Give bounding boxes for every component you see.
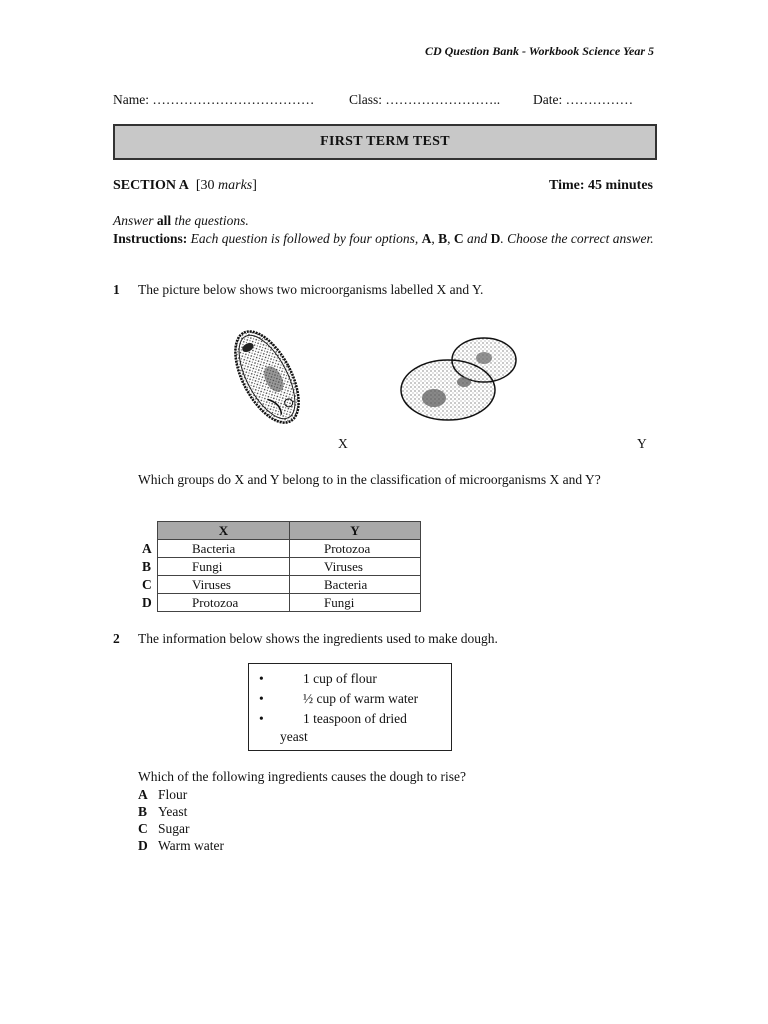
- ingredient-text: 1 teaspoon of dried: [303, 711, 407, 726]
- table-row[interactable]: [158, 540, 421, 558]
- option-text: Flour: [158, 787, 188, 802]
- table-cell-x: Bacteria: [158, 540, 290, 558]
- marks-word: marks: [218, 178, 253, 193]
- option-label: B: [138, 804, 148, 819]
- row-label-b[interactable]: B: [142, 559, 152, 574]
- answer-bold: all: [156, 213, 172, 228]
- label-y: Y: [637, 436, 647, 451]
- ingredients-box: [248, 663, 452, 751]
- option-text: Warm water: [158, 838, 225, 853]
- answer-options-table: [157, 521, 421, 612]
- instructions-block: [113, 212, 654, 247]
- table-row[interactable]: [158, 558, 421, 576]
- row-label-d[interactable]: D: [142, 595, 152, 610]
- question-2-number: 2: [113, 631, 120, 646]
- table-cell-y: Fungi: [290, 594, 421, 612]
- bullet-icon: •: [259, 671, 264, 686]
- instructions-text-1: Each question is followed by four options,: [187, 230, 422, 246]
- microorganism-x-image: [222, 322, 312, 432]
- table-header-y: Y: [290, 522, 421, 540]
- bullet-icon: •: [259, 711, 264, 726]
- question-1-number: 1: [113, 282, 120, 297]
- answer-all-line: [113, 212, 654, 230]
- ingredient-text: 1 cup of flour: [303, 671, 377, 686]
- date-field[interactable]: Date: ……………: [533, 92, 634, 107]
- answer-post: the questions.: [171, 213, 249, 228]
- name-field[interactable]: Name: ………………………………: [113, 92, 315, 107]
- marks-close: ]: [252, 178, 257, 193]
- option-label: D: [138, 838, 148, 853]
- option-b[interactable]: [138, 804, 187, 820]
- instr-and: and: [463, 230, 491, 246]
- bullet-icon: •: [259, 691, 264, 706]
- list-item-continuation: yeast: [280, 729, 308, 744]
- microorganism-y-image: [398, 334, 520, 424]
- option-label: C: [138, 821, 148, 836]
- table-cell-x: Viruses: [158, 576, 290, 594]
- answer-pre: Answer: [113, 213, 157, 228]
- table-header-row: [158, 522, 421, 540]
- table-cell-y: Viruses: [290, 558, 421, 576]
- question-1-text: The picture below shows two microorganisms labelled X and Y.: [138, 282, 484, 297]
- option-label: A: [138, 787, 148, 802]
- table-row[interactable]: [158, 594, 421, 612]
- table-cell-y: Bacteria: [290, 576, 421, 594]
- instructions-text-2: . Choose the correct answer.: [500, 230, 654, 246]
- table-row[interactable]: [158, 576, 421, 594]
- row-label-c[interactable]: C: [142, 577, 152, 592]
- instructions-label: Instructions:: [113, 230, 188, 246]
- label-x: X: [338, 436, 348, 451]
- header-source: CD Question Bank - Workbook Science Year 5: [424, 44, 654, 58]
- instructions-line: [113, 230, 654, 248]
- question-1-prompt: Which groups do X and Y belong to in the classification of microorganisms X and Y?: [138, 472, 601, 487]
- question-2-text: The information below shows the ingredients used to make dough.: [138, 631, 498, 646]
- test-title: FIRST TERM TEST: [113, 124, 657, 160]
- ingredient-text: ½ cup of warm water: [303, 691, 419, 706]
- instr-sep1: ,: [431, 230, 439, 246]
- table-cell-x: Protozoa: [158, 594, 290, 612]
- option-text: Yeast: [158, 804, 188, 819]
- marks-open: [30: [195, 178, 219, 193]
- instr-opt-d: D: [490, 230, 501, 246]
- instr-sep2: ,: [447, 230, 454, 246]
- table-cell-y: Protozoa: [290, 540, 421, 558]
- table-header-x: X: [158, 522, 290, 540]
- time-limit: Time: 45 minutes: [549, 178, 653, 193]
- option-a[interactable]: [138, 787, 187, 803]
- option-c[interactable]: [138, 821, 190, 837]
- class-field[interactable]: Class: ……………………..: [349, 92, 501, 107]
- row-label-a[interactable]: A: [142, 541, 152, 556]
- section-label-group: [113, 178, 257, 194]
- instr-opt-c: C: [453, 230, 464, 246]
- option-text: Sugar: [158, 821, 190, 836]
- option-d[interactable]: [138, 838, 224, 854]
- section-label: SECTION A: [113, 178, 189, 193]
- instr-opt-b: B: [438, 230, 448, 246]
- table-cell-x: Fungi: [158, 558, 290, 576]
- instr-opt-a: A: [421, 230, 432, 246]
- question-2-prompt: Which of the following ingredients causes the dough to rise?: [138, 769, 467, 784]
